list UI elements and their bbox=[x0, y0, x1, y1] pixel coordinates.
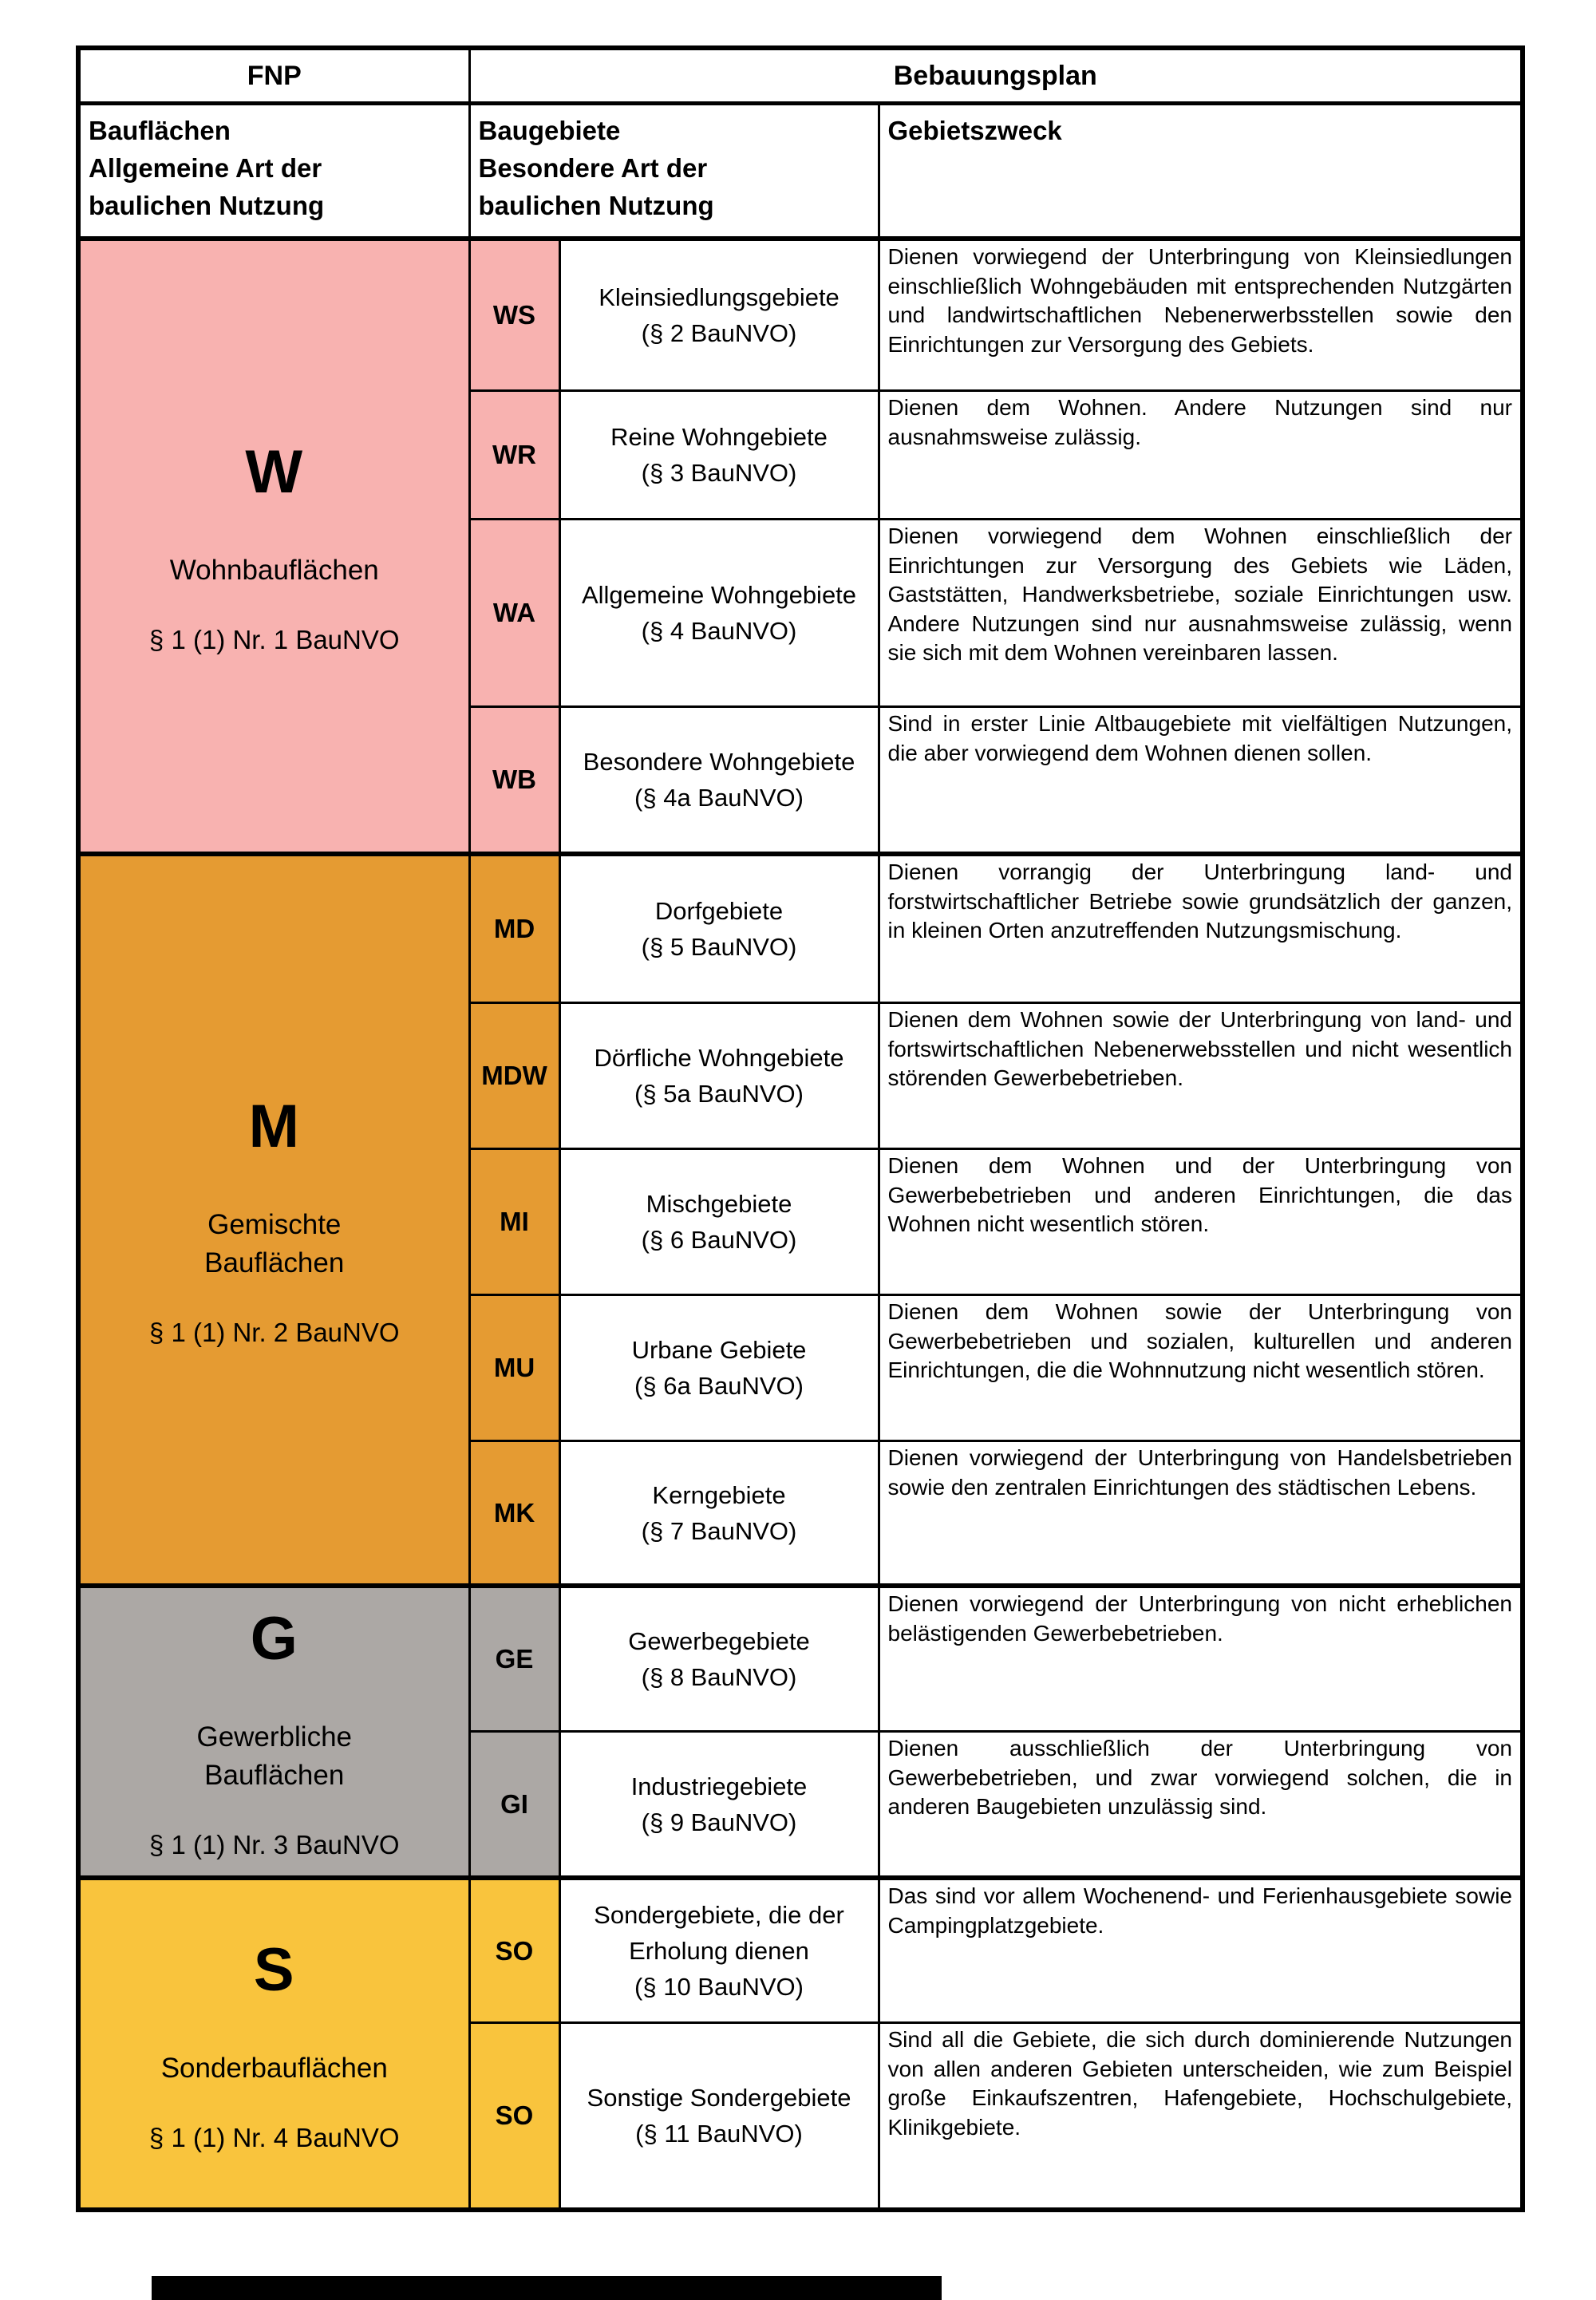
section-law-reference: § 1 (1) Nr. 3 BauNVO bbox=[148, 1829, 400, 1859]
baugebiet-code-cell: SO bbox=[469, 1878, 559, 2023]
section-letter-s: S bbox=[253, 1935, 295, 2004]
header-row-columns bbox=[78, 104, 1523, 239]
baugebiet-name-cell: Mischgebiete (§ 6 BauNVO) bbox=[559, 1149, 879, 1295]
baugebiet-name-cell: Industriegebiete (§ 9 BauNVO) bbox=[559, 1732, 879, 1879]
section-cell-g bbox=[78, 1586, 469, 1878]
baugebiet-code-cell: SO bbox=[469, 2023, 559, 2211]
gebietszweck-cell: Dienen vorrangig der Unterbringung land- und forstwirtschaftlicher Betriebe sowie grundsätzlich der ganzen, in kleinen Orten anzutreffenden Nutzungsmischung. bbox=[879, 854, 1523, 1003]
section-letter-g: G bbox=[250, 1604, 298, 1673]
baugebiet-name-cell: Dorfgebiete (§ 5 BauNVO) bbox=[559, 854, 879, 1003]
section-name: Wohnbauflächen bbox=[169, 555, 379, 586]
baugebiet-code-cell: GI bbox=[469, 1732, 559, 1879]
baugebiet-name-cell: Gewerbegebiete (§ 8 BauNVO) bbox=[559, 1586, 879, 1732]
footer-bar bbox=[152, 2276, 942, 2300]
section-law-reference: § 1 (1) Nr. 4 BauNVO bbox=[148, 2122, 400, 2152]
baugebiet-code-cell: WS bbox=[469, 239, 559, 391]
gebietszweck-cell: Dienen vorwiegend der Unterbringung von nicht erheblichen belästigenden Gewerbebetrieben. bbox=[879, 1586, 1523, 1732]
baugebiet-code-cell: MK bbox=[469, 1441, 559, 1587]
baugebiet-code-cell: MU bbox=[469, 1295, 559, 1441]
baugebiet-code-cell: WB bbox=[469, 707, 559, 855]
table-row-ws-0-0 bbox=[78, 239, 1523, 391]
baugebiet-code-cell: MI bbox=[469, 1149, 559, 1295]
section-law-reference: § 1 (1) Nr. 1 BauNVO bbox=[148, 625, 400, 654]
gebietszweck-cell: Dienen vorwiegend der Unterbringung von Handelsbetrieben sowie den zentralen Einrichtungen des städtischen Lebens. bbox=[879, 1441, 1523, 1587]
section-name: Gewerbliche Bauflächen bbox=[196, 1721, 353, 1791]
baugebiet-name-cell: Reine Wohngebiete (§ 3 BauNVO) bbox=[559, 391, 879, 520]
baugebiet-name-cell: Sondergebiete, die der Erholung dienen (§ 10 BauNVO) bbox=[559, 1878, 879, 2023]
baugebiet-code-cell: WA bbox=[469, 520, 559, 707]
header-row-top bbox=[78, 48, 1523, 104]
gebietszweck-cell: Dienen ausschließlich der Unterbringung von Gewerbebetrieben, und zwar vorwiegend solchen, die in anderen Baugebieten unzulässig sind. bbox=[879, 1732, 1523, 1879]
col-header-gebietszweck: Gebietszweck bbox=[879, 104, 1523, 239]
baugebiet-code-cell: MDW bbox=[469, 1003, 559, 1149]
baugebiet-name-cell: Besondere Wohngebiete (§ 4a BauNVO) bbox=[559, 707, 879, 855]
gebietszweck-cell: Das sind vor allem Wochenend- und Ferienhausgebiete sowie Campingplatzgebiete. bbox=[879, 1878, 1523, 2023]
baugebiet-code-cell: GE bbox=[469, 1586, 559, 1732]
baugebiet-name-cell: Dörfliche Wohngebiete (§ 5a BauNVO) bbox=[559, 1003, 879, 1149]
gebietszweck-cell: Sind in erster Linie Altbaugebiete mit vielfältigen Nutzungen, die aber vorwiegend dem Wohnen dienen sollen. bbox=[879, 707, 1523, 855]
gebietszweck-cell: Dienen dem Wohnen sowie der Unterbringung von land- und fortswirtschaftlichen Nebenerwebsstellen und nicht wesentlich störenden Gewerbebetrieben. bbox=[879, 1003, 1523, 1149]
baugebiet-name-cell: Kerngebiete (§ 7 BauNVO) bbox=[559, 1441, 879, 1587]
section-name: Gemischte Bauflächen bbox=[204, 1209, 345, 1278]
gebietszweck-cell: Dienen vorwiegend der Unterbringung von Kleinsiedlungen einschließlich Wohngebäuden mit entsprechenden Nutzgärten und landwirtschaftlichen Nebenerwerbsstellen sowie den Einrichtungen zur Versorgung des Gebiets. bbox=[879, 239, 1523, 391]
section-letter-m: M bbox=[248, 1093, 300, 1160]
table-row-md-1-0 bbox=[78, 854, 1523, 1003]
baugebiet-code-cell: MD bbox=[469, 854, 559, 1003]
section-letter-w: W bbox=[245, 438, 304, 506]
baugebiet-name-cell: Allgemeine Wohngebiete (§ 4 BauNVO) bbox=[559, 520, 879, 707]
gebietszweck-cell: Dienen dem Wohnen. Andere Nutzungen sind nur ausnahmsweise zulässig. bbox=[879, 391, 1523, 520]
col-header-baugebiete: Baugebiete Besondere Art der baulichen Nutzung bbox=[469, 104, 879, 239]
section-name: Sonderbauflächen bbox=[160, 2052, 388, 2084]
section-cell-m bbox=[78, 854, 469, 1586]
gebietszweck-cell: Dienen vorwiegend dem Wohnen einschließlich der Einrichtungen zur Versorgung des Gebiets wie Läden, Gaststätten, Handwerksbetriebe, soziale Einrichtungen usw. Andere Nutzungen sind nur ausnahmsweise zulässig, wenn sie sich mit dem Wohnen vereinbaren lassen. bbox=[879, 520, 1523, 707]
table-row-ge-2-0 bbox=[78, 1586, 1523, 1732]
fnp-bebauungsplan-table bbox=[76, 45, 1525, 2212]
fnp-header: FNP bbox=[78, 48, 469, 104]
section-law-reference: § 1 (1) Nr. 2 BauNVO bbox=[148, 1318, 400, 1347]
baugebiet-name-cell: Urbane Gebiete (§ 6a BauNVO) bbox=[559, 1295, 879, 1441]
table-row-so-3-0 bbox=[78, 1878, 1523, 2023]
gebietszweck-cell: Dienen dem Wohnen sowie der Unterbringung von Gewerbebetrieben und sozialen, kulturellen und anderen Einrichtungen, die die Wohnnutzung nicht wesentlich stören. bbox=[879, 1295, 1523, 1441]
gebietszweck-cell: Dienen dem Wohnen und der Unterbringung von Gewerbebetrieben und anderen Einrichtungen, die das Wohnen nicht wesentlich stören. bbox=[879, 1149, 1523, 1295]
baugebiet-code-cell: WR bbox=[469, 391, 559, 520]
bebauungsplan-header: Bebauungsplan bbox=[469, 48, 1523, 104]
document-page bbox=[76, 45, 1525, 2212]
section-cell-s bbox=[78, 1878, 469, 2210]
section-cell-w bbox=[78, 239, 469, 854]
col-header-bauflaechen: Bauflächen Allgemeine Art der baulichen Nutzung bbox=[78, 104, 469, 239]
baugebiet-name-cell: Kleinsiedlungsgebiete (§ 2 BauNVO) bbox=[559, 239, 879, 391]
gebietszweck-cell: Sind all die Gebiete, die sich durch dominierende Nutzungen von allen anderen Gebieten unterscheiden, wie zum Beispiel große Einkaufszentren, Hafengebiete, Hochschulgebiete, Klinikgebiete. bbox=[879, 2023, 1523, 2211]
baugebiet-name-cell: Sonstige Sondergebiete (§ 11 BauNVO) bbox=[559, 2023, 879, 2211]
